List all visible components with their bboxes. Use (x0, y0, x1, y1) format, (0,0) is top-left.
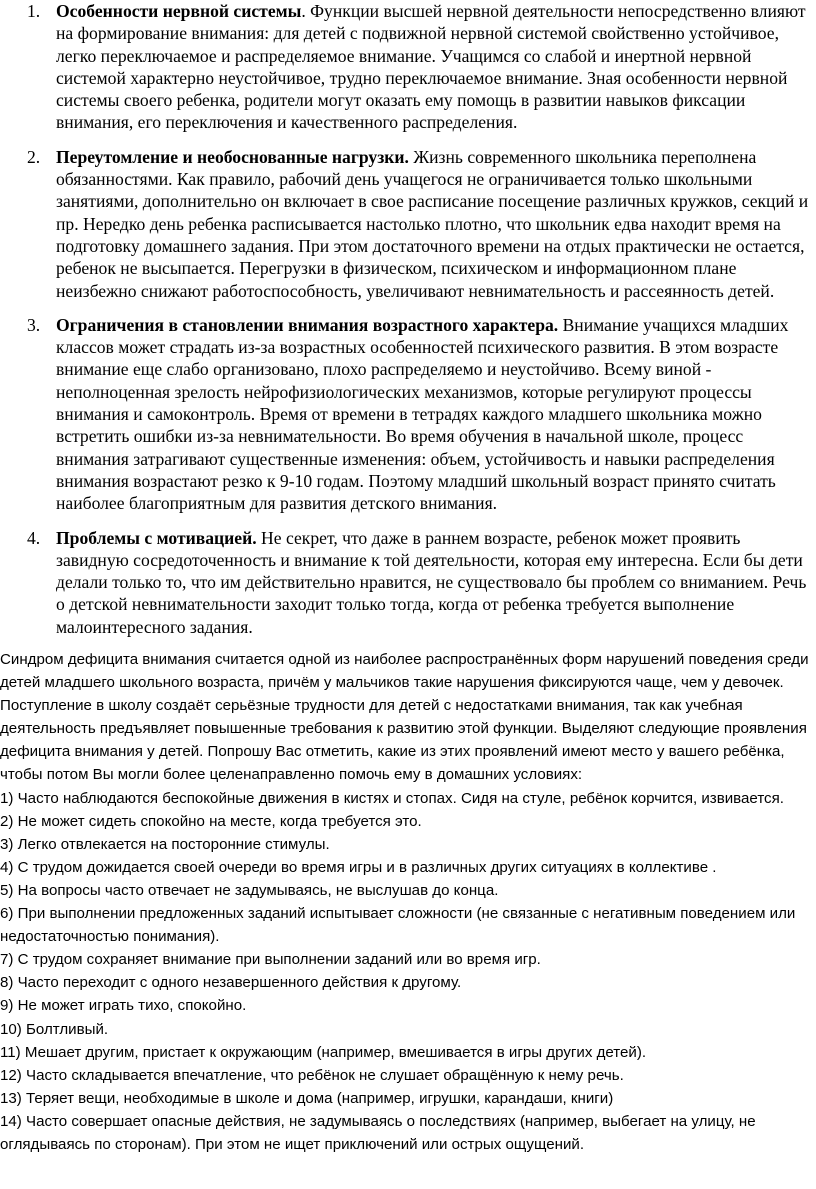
list-item-number: 1. (27, 1, 41, 21)
list-item-number: 3. (27, 314, 41, 335)
symptom-item: 12) Часто складывается впечатление, что ребёнок не слушает обращённую к нему речь. (0, 1066, 624, 1084)
list-item-number: 4. (27, 527, 41, 548)
list-item (0, 146, 816, 302)
symptom-item: 5) На вопросы часто отвечает не задумываясь, не выслушав до конца. (0, 881, 499, 899)
symptom-item: 13) Теряет вещи, необходимые в школе и дома (например, игрушки, карандаши, книги) (0, 1089, 614, 1107)
symptom-item: 10) Болтливый. (0, 1020, 109, 1038)
list-item-title: Переутомление и необоснованные нагрузки. (56, 146, 409, 167)
symptom-item: 4) С трудом дожидается своей очереди во время игры и в различных других ситуациях в коллективе . (0, 858, 717, 876)
list-item-number: 2. (27, 146, 41, 167)
symptom-item: 1) Часто наблюдаются беспокойные движения в кистях и стопах. Сидя на стуле, ребёнок корчится, извивается. (0, 789, 784, 807)
list-item-title: Ограничения в становлении внимания возрастного характера. (56, 314, 559, 335)
symptom-item: 3) Легко отвлекается на посторонние стимулы. (0, 835, 330, 853)
list-item (0, 0, 816, 134)
list-item-text: Внимание учащихся младших классов может страдать из-за возрастных особенностей психического развития. В этом возрасте внимание еще слабо организовано, плохо распределяемо и неустойчиво. Всему виной - неполноценная зрелость нейрофизиологических механизмов, которые регулируют процессы внимания и самоконтроль. Время от времени в тетрадях каждого младшего школьника можно встретить ошибки из-за невнимательности. Во время обучения в начальной школе, процесс внимания затрагивают существенные изменения: объем, устойчивость и навыки распределения внимания возрастают резко к 9-10 годам. Поэтому младший школьный возраст принято считать наиболее благоприятным для развития детского внимания. (56, 314, 789, 514)
list-item-title: Проблемы с мотивацией. (56, 527, 257, 548)
list-item-text: Не секрет, что даже в раннем возрасте, ребенок может проявить завидную сосредоточенность и внимание к той деятельности, которая ему интересна. Если бы дети делали только то, что им действительно нравится, не существовало бы проблем со вниманием. Речь о детской невнимательности заходит только тогда, когда от ребенка требуется выполнение малоинтересного задания. (56, 527, 807, 637)
symptom-item: 6) При выполнении предложенных заданий испытывает сложности (не связанные с негативным поведением или недостаточностью понимания). (0, 905, 796, 946)
list-item (0, 314, 816, 515)
symptom-item: 14) Часто совершает опасные действия, не задумываясь о последствиях (например, выбегает на улицу, не оглядываясь по сторонам). При этом не ищет приключений или острых ощущений. (0, 1112, 756, 1153)
intro-paragraph: Синдром дефицита внимания считается одной из наиболее распространённых форм нарушений поведения среди детей младшего школьного возраста, причём у мальчиков такие нарушения фиксируются чаще, чем у девочек. Поступление в школу создаёт серьёзные трудности для детей с недостатками внимания, так как учебная деятельность предъявляет повышенные требования к развитию этой функции. Выделяют следующие проявления дефицита внимания у детей. Попрошу Вас отметить, какие из этих проявлений имеют место у вашего ребёнка, чтобы потом Вы могли более целенаправленно помочь ему в домашних условиях: (0, 651, 809, 784)
symptom-item: 8) Часто переходит с одного незавершенного действия к другому. (0, 974, 462, 992)
list-item (0, 527, 816, 638)
list-item-title: Особенности нервной системы (56, 1, 302, 21)
list-item-text: . Функции высшей нервной деятельности непосредственно влияют на формирование внимания: для детей с подвижной нервной системой свойственно устойчивое, легко переключаемое и распределяемое внимание. Учащимся со слабой и инертной нервной системой характерно неустойчивое, трудно переключаемое внимание. Зная особенности нервной системы своего ребенка, родители могут оказать ему помощь в развитии навыков фиксации внимания, его переключения и качественного распределения. (56, 1, 806, 133)
symptoms-section (0, 648, 816, 1156)
list-item-text: Жизнь современного школьника переполнена обязанностями. Как правило, рабочий день учащегося не ограничивается только школьными занятиями, дополнительно он включает в свое расписание посещение различных кружков, секций и пр. Нередко день ребенка расписывается настолько плотно, что школьник едва находит время на подготовку домашнего задания. При этом достаточного времени на отдых практически не остается, ребенок не высыпается. Перегрузки в физическом, психическом и информационном плане неизбежно снижают работоспособность, увеличивают невнимательность и рассеянность детей. (56, 146, 809, 301)
symptom-item: 11) Мешает другим, пристает к окружающим (например, вмешивается в игры других детей). (0, 1043, 647, 1061)
symptom-item: 2) Не может сидеть спокойно на месте, когда требуется это. (0, 812, 422, 830)
symptom-item: 9) Не может играть тихо, спокойно. (0, 997, 247, 1015)
symptom-item: 7) С трудом сохраняет внимание при выполнении заданий или во время игр. (0, 951, 541, 969)
